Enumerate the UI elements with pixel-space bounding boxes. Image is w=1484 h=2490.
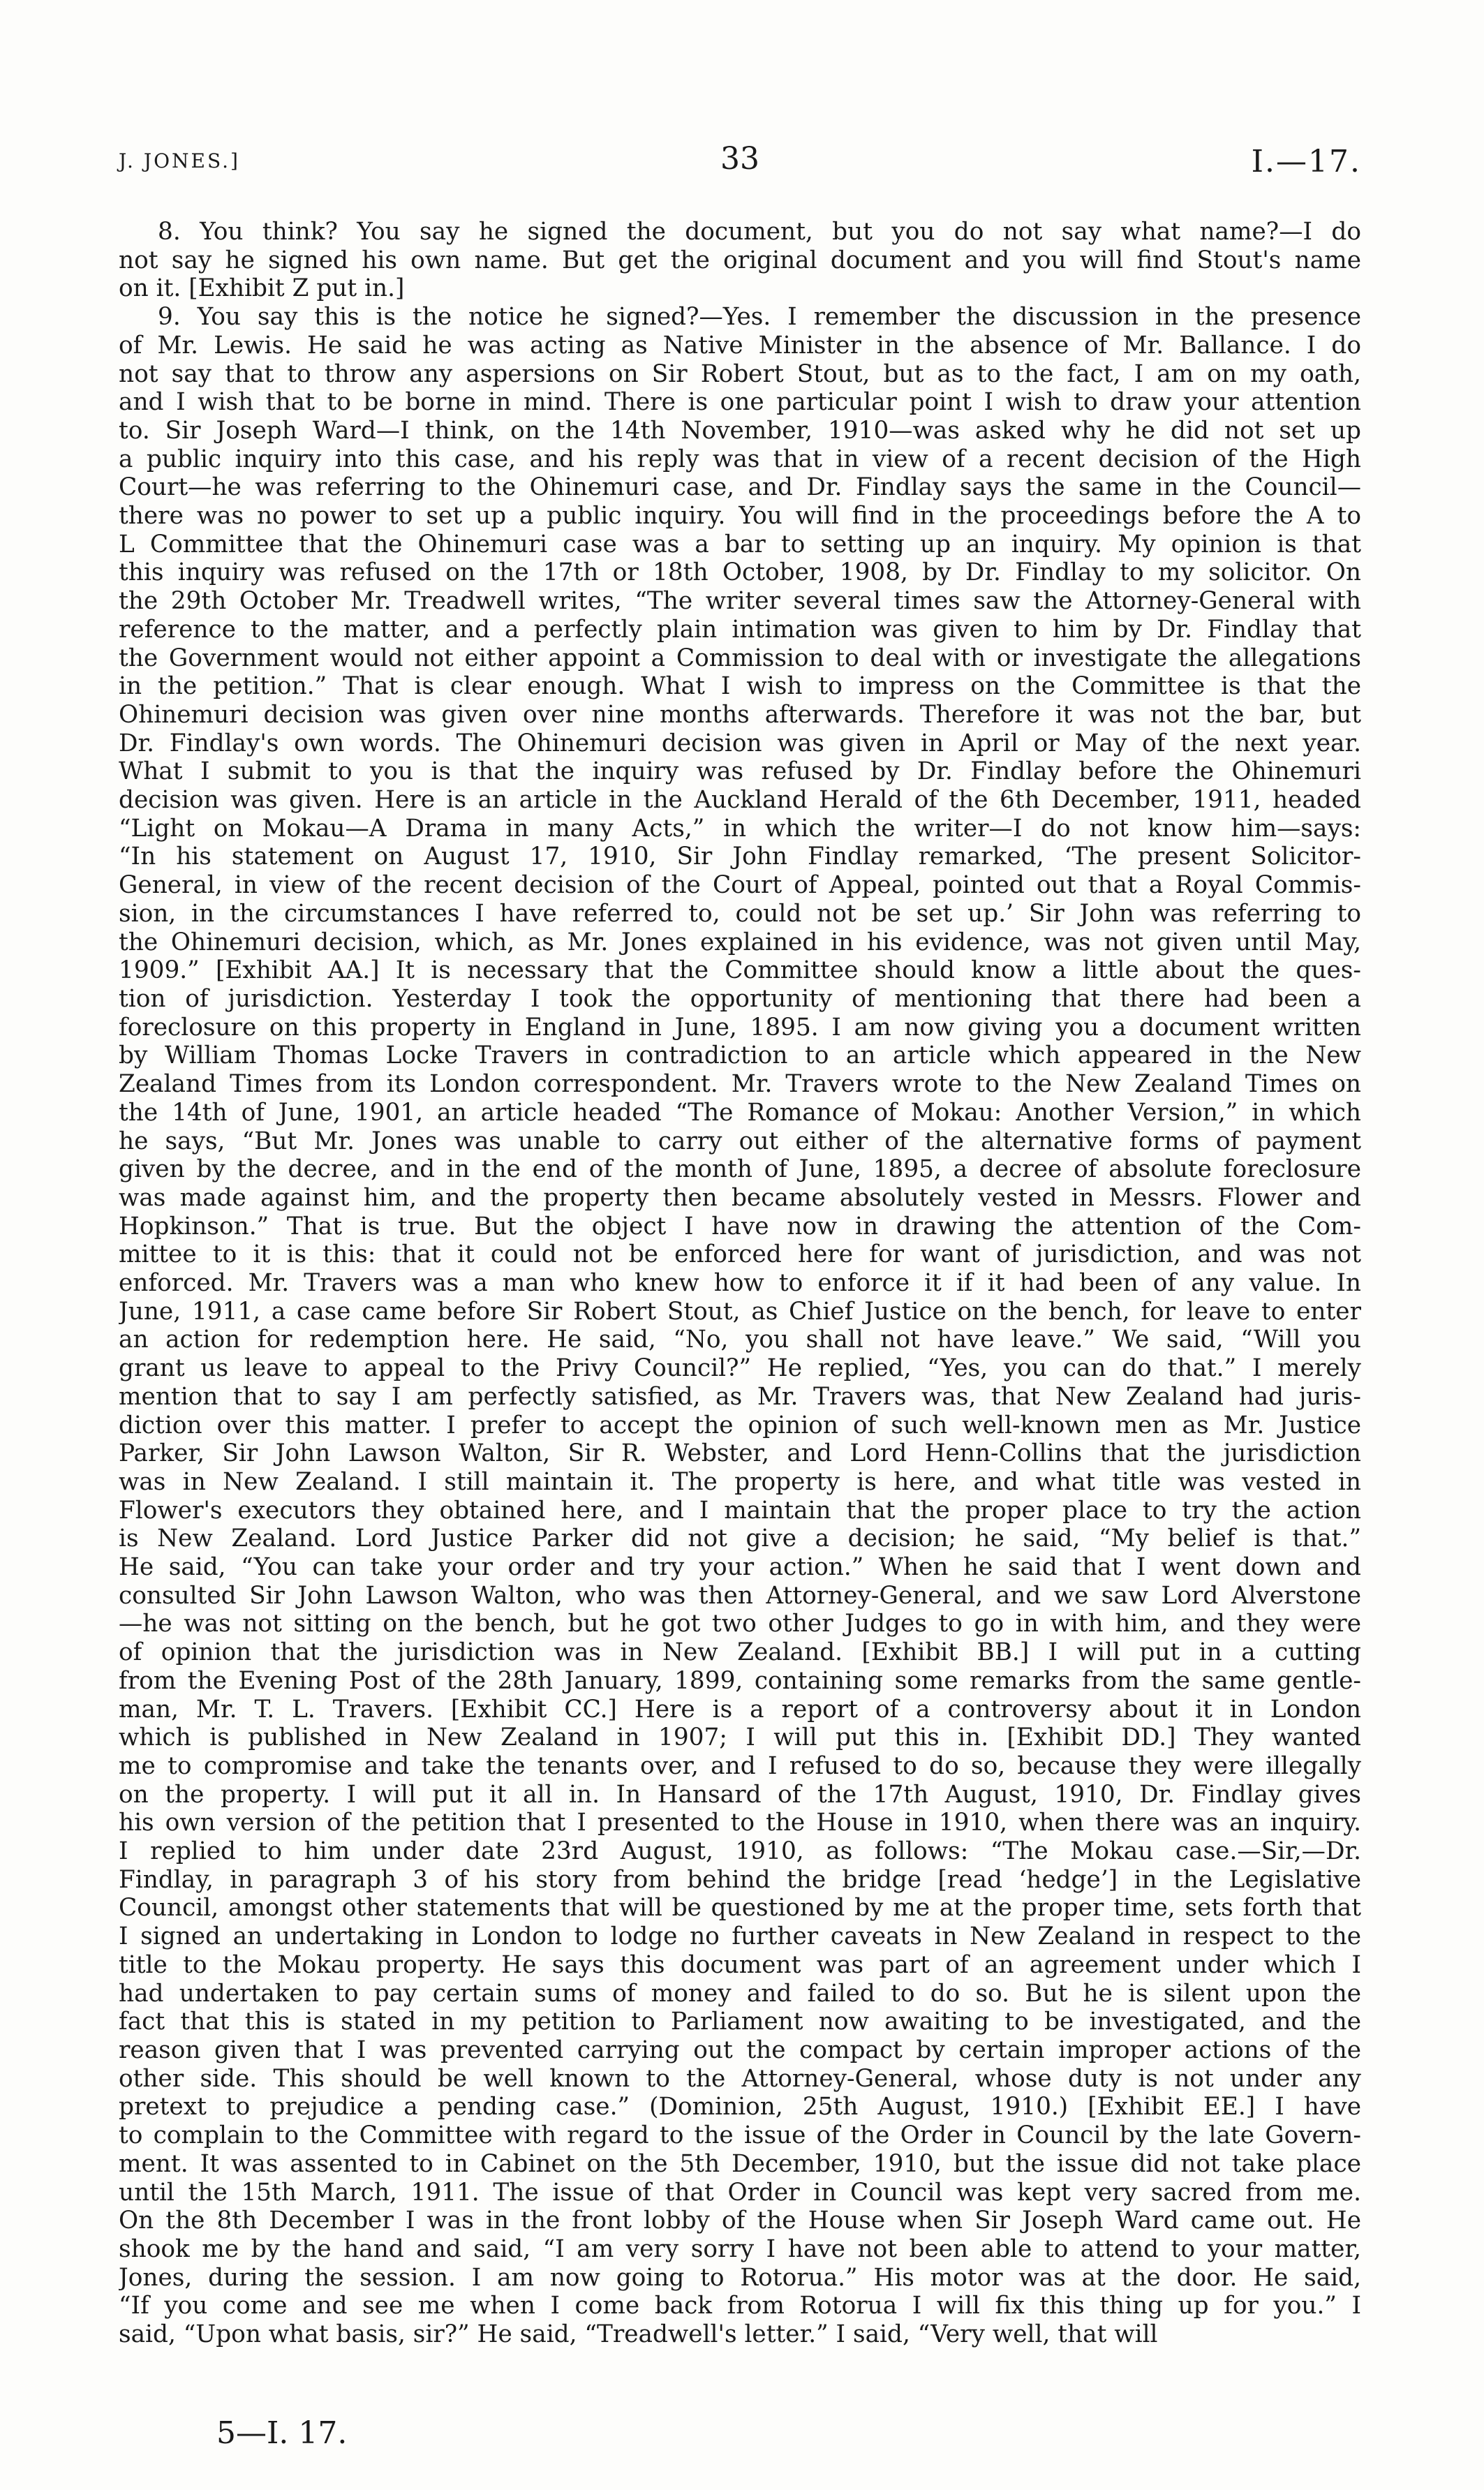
- text-line: until the 15th March, 1911. The issue of that Order in Council was kept very sacred from me.: [119, 2178, 1361, 2207]
- text-line: the Government would not either appoint a Commission to deal with or investigate the allegations: [119, 644, 1361, 672]
- printer-signature: 5—I. 17.: [216, 2415, 348, 2451]
- paragraph: [119, 218, 1361, 303]
- text-line: diction over this matter. I prefer to accept the opinion of such well-known men as Mr. Justice: [119, 1411, 1361, 1439]
- text-line: 8. You think? You say he signed the document, but you do not say what name?—I do: [158, 218, 1361, 246]
- witness-name: J. JONES.]: [119, 149, 240, 172]
- text-line: title to the Mokau property. He says this document was part of an agreement under which I: [119, 1950, 1361, 1979]
- text-line: Jones, during the session. I am now going to Rotorua.” His motor was at the door. He said,: [119, 2263, 1361, 2292]
- page-number: 33: [720, 141, 759, 177]
- body-text: [119, 218, 1361, 2349]
- text-line: this inquiry was refused on the 17th or 18th October, 1908, by Dr. Findlay to my solicitor. On: [119, 558, 1361, 587]
- text-line: he says, “But Mr. Jones was unable to carry out either of the alternative forms of payment: [119, 1127, 1361, 1155]
- running-head: [119, 141, 1361, 183]
- text-line: tion of jurisdiction. Yesterday I took the opportunity of mentioning that there had been a: [119, 984, 1361, 1013]
- text-line: which is published in New Zealand in 1907; I will put this in. [Exhibit DD.] They wanted: [119, 1724, 1361, 1752]
- text-line: on it. [Exhibit Z put in.]: [119, 274, 405, 303]
- text-line: me to compromise and take the tenants over, and I refused to do so, because they were illegally: [119, 1751, 1361, 1780]
- text-line: foreclosure on this property in England in June, 1895. I am now giving you a document written: [119, 1013, 1361, 1042]
- text-line: his own version of the petition that I presented to the House in 1910, when there was an inquiry.: [119, 1809, 1361, 1837]
- text-line: 9. You say this is the notice he signed?—Yes. I remember the discussion in the presence: [158, 303, 1361, 332]
- text-line: Ohinemuri decision was given over nine months afterwards. Therefore it was not the bar, but: [119, 700, 1361, 729]
- text-line: by William Thomas Locke Travers in contradiction to an article which appeared in the New: [119, 1042, 1361, 1070]
- text-line: Parker, Sir John Lawson Walton, Sir R. Webster, and Lord Henn-Collins that the jurisdiction: [119, 1439, 1361, 1468]
- text-line: shook me by the hand and said, “I am very sorry I have not been able to attend to your matter,: [119, 2235, 1361, 2263]
- text-line: had undertaken to pay certain sums of money and failed to do so. But he is silent upon the: [119, 1979, 1361, 2008]
- text-line: of Mr. Lewis. He said he was acting as Native Minister in the absence of Mr. Ballance. I do: [119, 331, 1361, 360]
- text-line: to complain to the Committee with regard to the issue of the Order in Council by the late Govern-: [119, 2121, 1361, 2150]
- text-line: —he was not sitting on the bench, but he got two other Judges to go in with him, and they were: [119, 1610, 1361, 1638]
- text-line: there was no power to set up a public inquiry. You will find in the proceedings before the A to: [119, 502, 1361, 531]
- text-line: General, in view of the recent decision of the Court of Appeal, pointed out that a Royal Commis-: [119, 871, 1361, 900]
- text-line: of opinion that the jurisdiction was in New Zealand. [Exhibit BB.] I will put in a cutting: [119, 1638, 1361, 1667]
- text-line: a public inquiry into this case, and his reply was that in view of a recent decision of the High: [119, 445, 1361, 473]
- text-line: Dr. Findlay's own words. The Ohinemuri decision was given in April or May of the next year.: [119, 729, 1361, 757]
- text-line: given by the decree, and in the end of the month of June, 1895, a decree of absolute foreclosure: [119, 1155, 1361, 1184]
- text-line: to. Sir Joseph Ward—I think, on the 14th November, 1910—was asked why he did not set up: [119, 416, 1361, 445]
- text-line: pretext to prejudice a pending case.” (Dominion, 25th August, 1910.) [Exhibit EE.] I have: [119, 2093, 1361, 2121]
- text-line: ment. It was assented to in Cabinet on the 5th December, 1910, but the issue did not take place: [119, 2149, 1361, 2178]
- text-line: on the property. I will put it all in. In Hansard of the 17th August, 1910, Dr. Findlay gives: [119, 1780, 1361, 1809]
- text-line: “Light on Mokau—A Drama in many Acts,” in which the writer—I do not know him—says:: [119, 814, 1361, 843]
- text-line: L Committee that the Ohinemuri case was a bar to setting up an inquiry. My opinion is that: [119, 530, 1361, 558]
- text-line: What I submit to you is that the inquiry was refused by Dr. Findlay before the Ohinemuri: [119, 757, 1361, 786]
- text-line: the 29th October Mr. Treadwell writes, “The writer several times saw the Attorney-General with: [119, 587, 1361, 616]
- text-line: man, Mr. T. L. Travers. [Exhibit CC.] Here is a report of a controversy about it in London: [119, 1695, 1361, 1724]
- text-line: the Ohinemuri decision, which, as Mr. Jones explained in his evidence, was not given until May,: [119, 928, 1361, 956]
- text-line: Flower's executors they obtained here, and I maintain that the proper place to try the action: [119, 1496, 1361, 1525]
- text-line: “In his statement on August 17, 1910, Sir John Findlay remarked, ‘The present Solicitor-: [119, 843, 1361, 871]
- text-line: was made against him, and the property then became absolutely vested in Messrs. Flower and: [119, 1183, 1361, 1212]
- text-line: the 14th of June, 1901, an article headed “The Romance of Mokau: Another Version,” in which: [119, 1098, 1361, 1127]
- text-line: reason given that I was prevented carrying out the compact by certain improper actions of the: [119, 2036, 1361, 2064]
- text-line: was in New Zealand. I still maintain it. The property is here, and what title was vested in: [119, 1467, 1361, 1496]
- text-line: mention that to say I am perfectly satisfied, as Mr. Travers was, that New Zealand had juris-: [119, 1382, 1361, 1411]
- text-line: Hopkinson.” That is true. But the object I have now in drawing the attention of the Com-: [119, 1212, 1361, 1240]
- document-reference: I.—17.: [1251, 144, 1361, 179]
- text-line: He said, “You can take your order and try your action.” When he said that I went down and: [119, 1553, 1361, 1582]
- text-line: fact that this is stated in my petition to Parliament now awaiting to be investigated, and the: [119, 2008, 1361, 2036]
- text-line: 1909.” [Exhibit AA.] It is necessary that the Committee should know a little about the ques-: [119, 956, 1361, 985]
- text-line: I replied to him under date 23rd August, 1910, as follows: “The Mokau case.—Sir,—Dr.: [119, 1837, 1361, 1866]
- text-line: and I wish that to be borne in mind. There is one particular point I wish to draw your attention: [119, 388, 1361, 417]
- text-line: Findlay, in paragraph 3 of his story from behind the bridge [read ‘hedge’] in the Legislative: [119, 1865, 1361, 1894]
- text-line: June, 1911, a case came before Sir Robert Stout, as Chief Justice on the bench, for leave to enter: [119, 1297, 1361, 1326]
- text-line: enforced. Mr. Travers was a man who knew how to enforce it if it had been of any value. In: [119, 1269, 1361, 1298]
- text-line: other side. This should be well known to the Attorney-General, whose duty is not under any: [119, 2064, 1361, 2093]
- text-line: decision was given. Here is an article in the Auckland Herald of the 6th December, 1911, headed: [119, 786, 1361, 815]
- text-line: grant us leave to appeal to the Privy Council?” He replied, “Yes, you can do that.” I merely: [119, 1354, 1361, 1383]
- text-line: not say that to throw any aspersions on Sir Robert Stout, but as to the fact, I am on my oath,: [119, 360, 1361, 388]
- text-line: Court—he was referring to the Ohinemuri case, and Dr. Findlay says the same in the Council—: [119, 473, 1361, 502]
- text-line: “If you come and see me when I come back from Rotorua I will fix this thing up for you.” I: [119, 2292, 1361, 2320]
- text-line: Zealand Times from its London correspondent. Mr. Travers wrote to the New Zealand Times on: [119, 1070, 1361, 1099]
- text-line: not say he signed his own name. But get the original document and you will find Stout's name: [119, 246, 1361, 274]
- text-line: I signed an undertaking in London to lodge no further caveats in New Zealand in respect to the: [119, 1922, 1361, 1951]
- text-line: from the Evening Post of the 28th January, 1899, containing some remarks from the same gentle-: [119, 1666, 1361, 1695]
- text-line: an action for redemption here. He said, “No, you shall not have leave.” We said, “Will you: [119, 1326, 1361, 1354]
- text-line: Council, amongst other statements that will be questioned by me at the proper time, sets forth that: [119, 1894, 1361, 1922]
- text-line: consulted Sir John Lawson Walton, who was then Attorney-General, and we saw Lord Alverstone: [119, 1581, 1361, 1610]
- text-line: sion, in the circumstances I have referred to, could not be set up.’ Sir John was referring to: [119, 899, 1361, 928]
- text-line: said, “Upon what basis, sir?” He said, “Treadwell's letter.” I said, “Very well, that will: [119, 2320, 1158, 2349]
- text-line: On the 8th December I was in the front lobby of the House when Sir Joseph Ward came out. He: [119, 2207, 1361, 2235]
- text-line: reference to the matter, and a perfectly plain intimation was given to him by Dr. Findlay that: [119, 615, 1361, 644]
- text-line: is New Zealand. Lord Justice Parker did not give a decision; he said, “My belief is that.”: [119, 1525, 1361, 1553]
- text-line: mittee to it is this: that it could not be enforced here for want of jurisdiction, and was not: [119, 1240, 1361, 1269]
- paragraph: [119, 303, 1361, 2349]
- text-line: in the petition.” That is clear enough. What I wish to impress on the Committee is that the: [119, 672, 1361, 701]
